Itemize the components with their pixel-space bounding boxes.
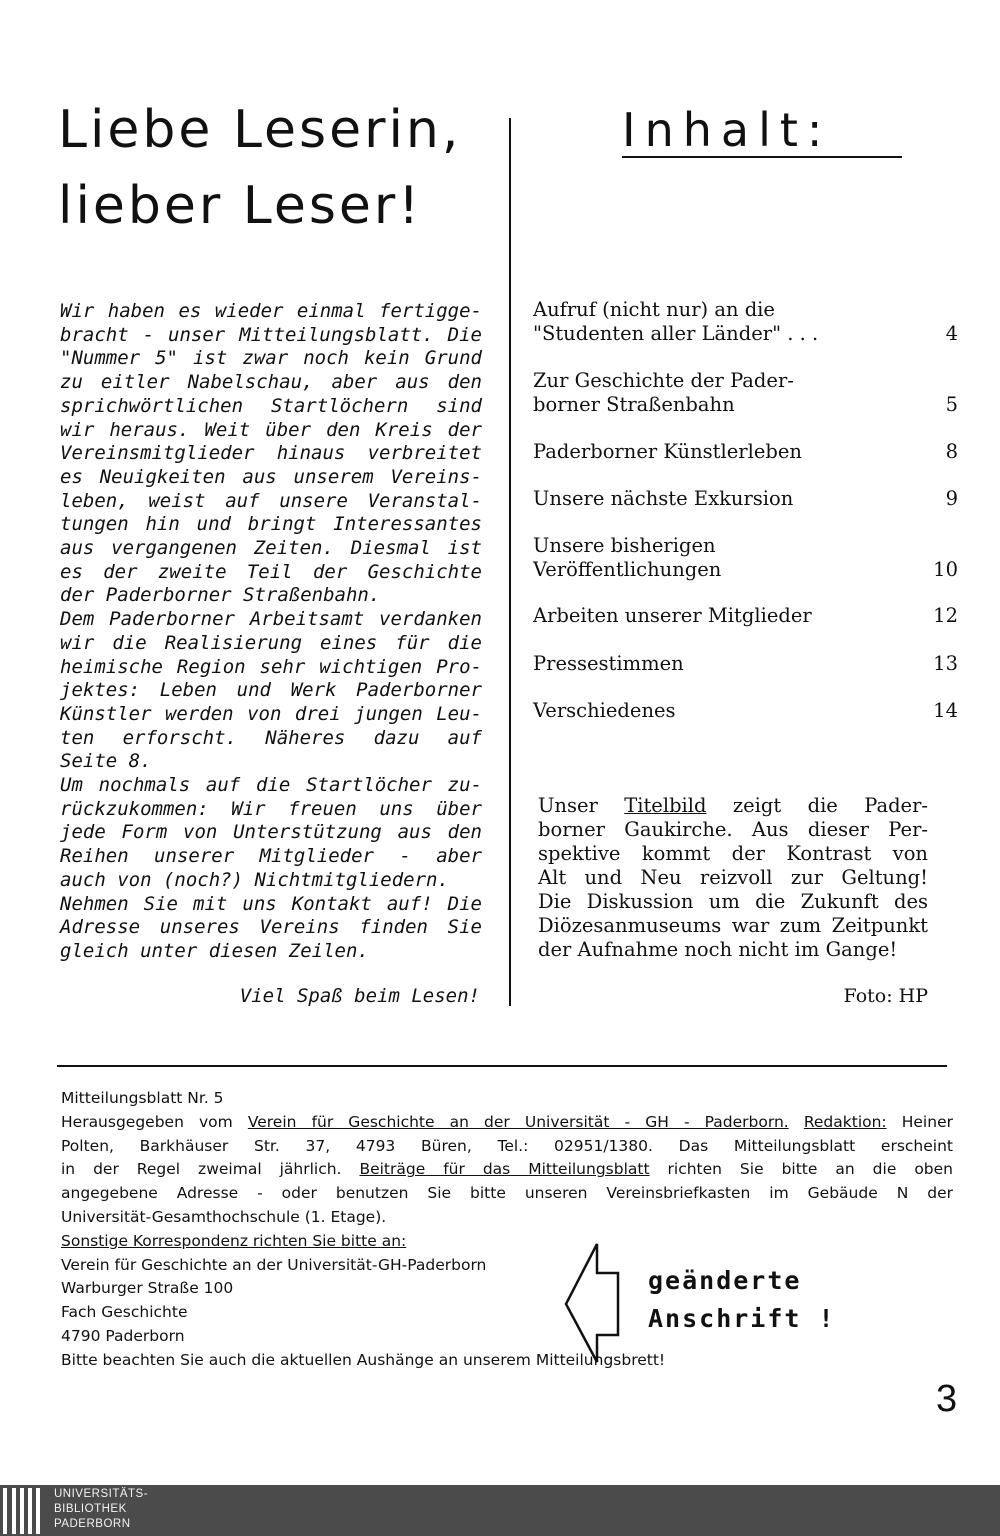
address-line: Warburger Straße 100 (61, 1279, 234, 1298)
address-line: Fach Geschichte (61, 1303, 188, 1322)
letter-line: heimische Region sehr wichtigen Pro- (60, 655, 482, 678)
greeting-heading (58, 92, 508, 244)
letter-line: sprichwörtlichen Startlöchern sind (60, 394, 482, 417)
toc-item-title: "Studenten aller Länder" . . . (533, 321, 819, 345)
library-logo-icon (3, 1488, 43, 1536)
editorial-label: Redaktion: (803, 1112, 887, 1131)
caption-line: spektive kommt der Kontrast von (538, 842, 928, 865)
logo-bar (28, 1488, 32, 1534)
toc-item (533, 487, 958, 511)
letter-line: Künstler werden von drei jungen Leu- (60, 702, 482, 725)
letter-line: es der zweite Teil der Geschichte (60, 560, 482, 583)
letter-line: ten erforscht. Näheres dazu auf (60, 726, 482, 749)
toc-item-title: Pressestimmen (533, 652, 684, 675)
imprint-building-note: Universität-Gesamthochschule (1. Etage). (61, 1207, 387, 1226)
imprint-publisher: Herausgegeben vom Verein für Geschichte an der Universität - GH - Paderborn. Redaktion: Heiner (61, 1112, 953, 1131)
photo-credit: Foto: HP (843, 985, 928, 1007)
letter-line: Reihen unserer Mitglieder - aber (60, 845, 482, 868)
toc-item-title: Verschiedenes (533, 699, 676, 722)
toc-item (533, 440, 958, 464)
toc-item (533, 534, 958, 581)
imprint-title: Mitteilungsblatt Nr. 5 (61, 1089, 224, 1107)
letter-line: jede Form von Unterstützung aus den (60, 821, 482, 844)
logo-bar (20, 1488, 24, 1534)
page-number: 3 (936, 1378, 958, 1420)
logo-bar (12, 1488, 16, 1534)
toc-page-number: 9 (945, 487, 958, 510)
toc-item-title: Zur Geschichte der Pader- (533, 369, 794, 392)
toc-item (533, 369, 958, 416)
toc-page-number: 8 (945, 440, 958, 463)
cover-photo-reference: Titelbild (624, 794, 707, 817)
toc-page-number: 14 (933, 699, 958, 722)
toc-item-title: Unsere nächste Exkursion (533, 487, 794, 510)
cover-photo-caption (538, 794, 928, 962)
column-divider (509, 118, 511, 1006)
letter-line: der Paderborner Straßenbahn. (60, 584, 381, 607)
caption-line: der Aufnahme noch nicht im Gange! (538, 938, 898, 961)
toc-item-title: Arbeiten unserer Mitglieder (533, 604, 812, 627)
brand-line: UNIVERSITÄTS- (54, 1488, 149, 1500)
toc-page-number: 13 (933, 652, 958, 675)
greeting-line-2: lieber Leser! (58, 176, 423, 236)
notice-board-note: Bitte beachten Sie auch die aktuellen Aushänge an unserem Mitteilungsbrett! (61, 1350, 666, 1369)
letter-line: bracht - unser Mitteilungsblatt. Die (60, 323, 482, 346)
toc-item-title: borner Straßenbahn (533, 392, 735, 416)
publisher-name: Verein für Geschichte an der Universität - GH - Paderborn. (247, 1112, 789, 1131)
letter-line: Vereinsmitglieder hinaus verbreitet (60, 442, 482, 465)
letter-line: rückzukommen: Wir freuen uns über (60, 797, 482, 820)
logo-bar (36, 1488, 40, 1534)
letter-line: Seite 8. (60, 750, 152, 773)
toc-item (533, 604, 958, 628)
letter-line: wir die Realisierung eines für die (60, 631, 482, 654)
imprint-mailbox-note: angegebene Adresse - oder benutzen Sie bitte unseren Vereinsbriefkasten im Gebäude N der (61, 1184, 953, 1203)
logo-bar (3, 1488, 7, 1534)
letter-line: Dem Paderborner Arbeitsamt verdanken (60, 608, 482, 631)
library-brand (54, 1487, 148, 1532)
brand-line: BIBLIOTHEK (54, 1503, 127, 1515)
imprint-editor-address: Polten, Barkhäuser Str. 37, 4793 Büren, Tel.: 02951/1380. Das Mitteilungsblatt erscheint (61, 1136, 953, 1155)
address-line: Verein für Geschichte an der Universität-GH-Paderborn (61, 1255, 487, 1274)
contributions-label: Beiträge für das Mitteilungsblatt (359, 1160, 650, 1179)
address-line: 4790 Paderborn (61, 1326, 185, 1345)
section-separator (57, 1065, 947, 1067)
letter-line: "Nummer 5" ist zwar noch kein Grund (60, 347, 482, 370)
library-footer (0, 1485, 1000, 1536)
toc-item (533, 298, 958, 345)
letter-line: gleich unter diesen Zeilen. (60, 939, 369, 962)
caption-line: Alt und Neu reizvoll zur Geltung! (538, 866, 928, 889)
letter-line: Um nochmals auf die Startlöcher zu- (60, 774, 482, 797)
letter-line: leben, weist auf unsere Veranstal- (60, 489, 482, 512)
toc-page-number: 10 (933, 557, 958, 581)
toc-page-number: 5 (945, 392, 958, 416)
toc-item (533, 652, 958, 676)
letter-line: tungen hin und bringt Interessantes (60, 513, 482, 536)
letter-line: Adresse unseres Vereins finden Sie (60, 916, 482, 939)
caption-line: Unser Titelbild zeigt die Pader- (538, 794, 928, 817)
toc-item-title: Veröffentlichungen (533, 557, 722, 581)
greeting-line-1: Liebe Leserin, (58, 100, 462, 160)
toc-item-title: Unsere bisherigen (533, 534, 716, 557)
notice-line-1: geänderte (648, 1266, 802, 1295)
letter-line: jektes: Leben und Werk Paderborner (60, 679, 482, 702)
toc-item-title: Aufruf (nicht nur) an die (533, 298, 775, 321)
letter-line: wir heraus. Weit über den Kreis der (60, 418, 482, 441)
letter-signoff: Viel Spaß beim Lesen! (239, 985, 480, 1007)
letter-line: es Neuigkeiten aus unserem Vereins- (60, 465, 482, 488)
toc-item (533, 699, 958, 723)
toc-item-title: Paderborner Künstlerleben (533, 440, 802, 463)
letter-line: Nehmen Sie mit uns Kontakt auf! Die (60, 892, 482, 915)
letter-line: auch von (noch?) Nichtmitgliedern. (60, 868, 449, 891)
brand-line: PADERBORN (54, 1518, 131, 1530)
notice-line-2: Anschrift ! (648, 1304, 836, 1333)
toc-heading: Inhalt: (622, 104, 902, 158)
letter-line: Wir haben es wieder einmal fertigge- (60, 300, 482, 322)
arrow-left-icon (563, 1240, 623, 1366)
editorial-letter (60, 300, 482, 964)
letter-line: zu eitler Nabelschau, aber aus den (60, 371, 482, 394)
toc-page-number: 12 (933, 604, 958, 627)
caption-line: Diözesanmuseums war zum Zeitpunkt (538, 914, 928, 937)
caption-line: borner Gaukirche. Aus dieser Per- (538, 818, 928, 841)
imprint-frequency: in der Regel zweimal jährlich. Beiträge für das Mitteilungsblatt richten Sie bitte an die oben (61, 1160, 953, 1179)
changed-address-notice (648, 1262, 836, 1338)
toc-page-number: 4 (945, 321, 958, 345)
caption-line: Die Diskussion um die Zukunft des (538, 890, 928, 913)
correspondence-label: Sonstige Korrespondenz richten Sie bitte an: (61, 1231, 407, 1250)
letter-line: aus vergangenen Zeiten. Diesmal ist (60, 537, 482, 560)
